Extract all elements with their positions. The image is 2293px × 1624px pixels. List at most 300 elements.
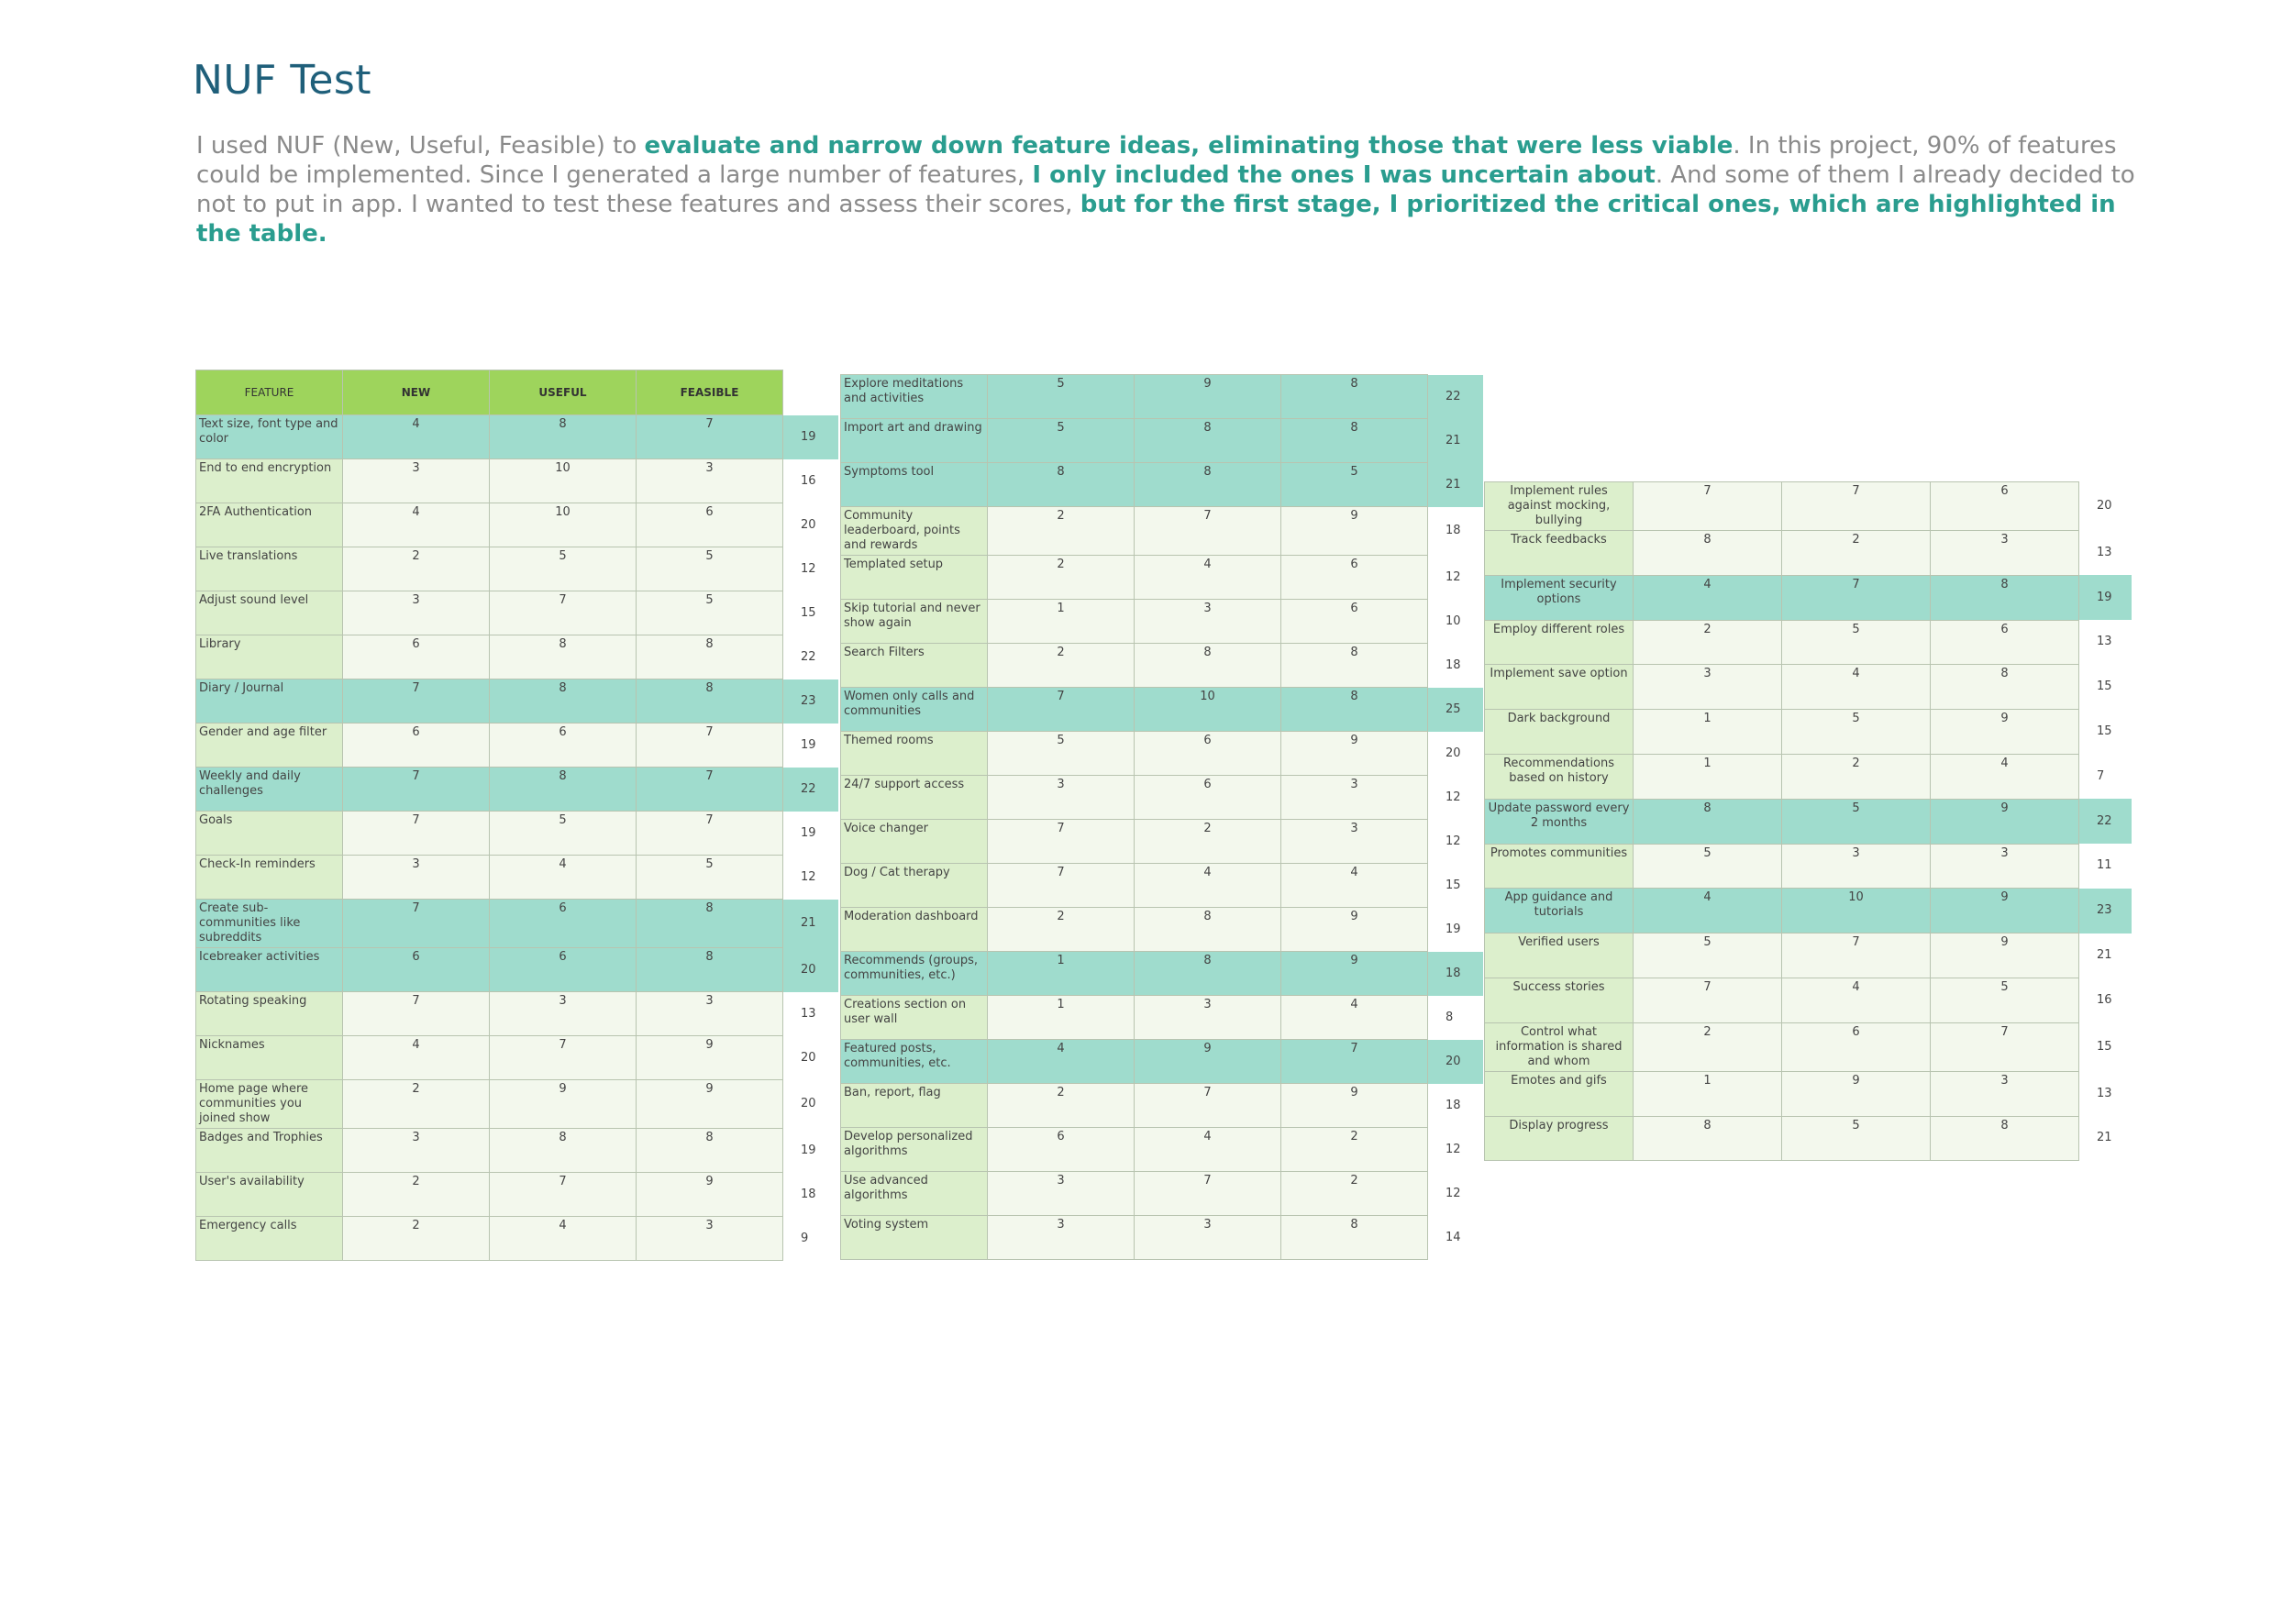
total-score-cell: 21 xyxy=(2079,934,2132,978)
feasible-score-cell: 9 xyxy=(1931,799,2079,844)
total-score-cell: 22 xyxy=(1428,375,1483,419)
feature-cell: Verified users xyxy=(1485,934,1634,978)
new-score-cell: 2 xyxy=(343,1217,490,1261)
feature-cell: Emergency calls xyxy=(196,1217,343,1261)
feasible-score-cell: 5 xyxy=(1281,463,1428,507)
table-row xyxy=(1485,575,2132,620)
feature-cell: Diary / Journal xyxy=(196,679,343,724)
feasible-score-cell: 8 xyxy=(637,900,783,948)
new-score-cell: 7 xyxy=(343,900,490,948)
table-row xyxy=(841,507,1483,556)
useful-score-cell: 10 xyxy=(490,503,637,547)
new-score-cell: 5 xyxy=(1634,934,1782,978)
new-score-cell: 5 xyxy=(988,375,1135,419)
useful-score-cell: 3 xyxy=(1135,1216,1281,1260)
table-row xyxy=(196,856,838,900)
intro-highlight-text: but for the first stage, I prioritized the critical ones, which are highlighted in the table. xyxy=(196,191,2116,248)
table-row xyxy=(841,732,1483,776)
new-score-cell: 7 xyxy=(988,688,1135,732)
feature-cell: Adjust sound level xyxy=(196,591,343,635)
new-score-cell: 7 xyxy=(988,820,1135,864)
total-score-cell: 18 xyxy=(1428,507,1483,556)
feature-cell: Update password every 2 months xyxy=(1485,799,1634,844)
page-title: NUF Test xyxy=(193,57,372,104)
useful-score-cell: 6 xyxy=(1135,776,1281,820)
feature-cell: Use advanced algorithms xyxy=(841,1172,988,1216)
total-score-cell: 7 xyxy=(2079,754,2132,799)
feature-cell: Live translations xyxy=(196,547,343,591)
total-score-cell: 18 xyxy=(1428,952,1483,996)
feature-cell: Creations section on user wall xyxy=(841,996,988,1040)
total-score-cell: 20 xyxy=(783,1080,838,1129)
table-row xyxy=(196,547,838,591)
table-row xyxy=(196,415,838,459)
new-score-cell: 8 xyxy=(1634,1116,1782,1161)
total-score-cell: 15 xyxy=(1428,864,1483,908)
useful-score-cell: 5 xyxy=(490,812,637,856)
table-row xyxy=(841,864,1483,908)
total-score-cell: 12 xyxy=(1428,1172,1483,1216)
feasible-score-cell: 9 xyxy=(1281,507,1428,556)
feasible-score-cell: 8 xyxy=(637,948,783,992)
new-score-cell: 2 xyxy=(343,547,490,591)
feature-cell: Recommendations based on history xyxy=(1485,754,1634,799)
feature-cell: Rotating speaking xyxy=(196,992,343,1036)
total-score-cell: 13 xyxy=(2079,531,2132,576)
new-score-cell: 3 xyxy=(988,776,1135,820)
total-score-cell: 25 xyxy=(1428,688,1483,732)
feasible-score-cell: 8 xyxy=(1281,688,1428,732)
table-row xyxy=(196,1173,838,1217)
new-score-cell: 3 xyxy=(343,1129,490,1173)
total-score-cell: 19 xyxy=(1428,908,1483,952)
useful-score-cell: 6 xyxy=(490,724,637,768)
table-row xyxy=(1485,710,2132,755)
useful-score-cell: 2 xyxy=(1782,531,1931,576)
feasible-score-cell: 8 xyxy=(1281,1216,1428,1260)
feature-cell: Goals xyxy=(196,812,343,856)
new-score-cell: 1 xyxy=(1634,710,1782,755)
useful-score-cell: 3 xyxy=(1135,600,1281,644)
new-score-cell: 2 xyxy=(1634,1022,1782,1071)
feature-cell: 24/7 support access xyxy=(841,776,988,820)
total-score-cell: 18 xyxy=(1428,644,1483,688)
useful-score-cell: 9 xyxy=(1135,375,1281,419)
feature-cell: App guidance and tutorials xyxy=(1485,889,1634,934)
new-score-cell: 1 xyxy=(1634,1071,1782,1116)
table-row xyxy=(1485,889,2132,934)
new-score-cell: 8 xyxy=(1634,799,1782,844)
intro-highlight-text: evaluate and narrow down feature ideas, eliminating those that were less viable xyxy=(644,132,1734,160)
total-score-cell: 15 xyxy=(2079,665,2132,710)
table-body xyxy=(1485,482,2132,1161)
useful-score-cell: 3 xyxy=(1782,844,1931,889)
table-row xyxy=(841,556,1483,600)
total-score-cell: 18 xyxy=(1428,1084,1483,1128)
useful-score-cell: 5 xyxy=(1782,620,1931,665)
feature-cell: 2FA Authentication xyxy=(196,503,343,547)
table-row xyxy=(841,820,1483,864)
table-row xyxy=(841,600,1483,644)
header-feature: FEATURE xyxy=(196,370,343,415)
useful-score-cell: 8 xyxy=(1135,908,1281,952)
new-score-cell: 3 xyxy=(988,1172,1135,1216)
feature-cell: Implement rules against mocking, bullying xyxy=(1485,482,1634,531)
total-score-cell: 20 xyxy=(1428,1040,1483,1084)
new-score-cell: 4 xyxy=(988,1040,1135,1084)
table-row xyxy=(196,768,838,812)
table-row xyxy=(841,1040,1483,1084)
feasible-score-cell: 8 xyxy=(1931,1116,2079,1161)
table-row xyxy=(196,1129,838,1173)
feature-cell: Import art and drawing xyxy=(841,419,988,463)
total-score-cell: 20 xyxy=(2079,482,2132,531)
feature-cell: Check-In reminders xyxy=(196,856,343,900)
feature-cell: Track feedbacks xyxy=(1485,531,1634,576)
feature-cell: Promotes communities xyxy=(1485,844,1634,889)
total-score-cell: 21 xyxy=(1428,419,1483,463)
intro-highlight-text: I only included the ones I was uncertain about xyxy=(1032,161,1656,189)
table-row xyxy=(196,900,838,948)
feasible-score-cell: 9 xyxy=(1931,710,2079,755)
feature-cell: Create sub-communities like subreddits xyxy=(196,900,343,948)
feature-cell: Icebreaker activities xyxy=(196,948,343,992)
feature-cell: Recommends (groups, communities, etc.) xyxy=(841,952,988,996)
header-total-spacer xyxy=(783,370,838,415)
table-row xyxy=(841,1084,1483,1128)
feature-cell: Dark background xyxy=(1485,710,1634,755)
feature-cell: Symptoms tool xyxy=(841,463,988,507)
useful-score-cell: 4 xyxy=(1782,978,1931,1022)
total-score-cell: 20 xyxy=(783,948,838,992)
feasible-score-cell: 5 xyxy=(637,591,783,635)
feature-cell: Templated setup xyxy=(841,556,988,600)
feasible-score-cell: 8 xyxy=(1281,419,1428,463)
useful-score-cell: 4 xyxy=(1135,1128,1281,1172)
feasible-score-cell: 6 xyxy=(637,503,783,547)
table-row xyxy=(841,375,1483,419)
feasible-score-cell: 9 xyxy=(1931,889,2079,934)
useful-score-cell: 8 xyxy=(490,1129,637,1173)
new-score-cell: 5 xyxy=(988,732,1135,776)
feasible-score-cell: 3 xyxy=(637,1217,783,1261)
total-score-cell: 11 xyxy=(2079,844,2132,889)
feature-cell: Dog / Cat therapy xyxy=(841,864,988,908)
table-row xyxy=(841,776,1483,820)
total-score-cell: 13 xyxy=(2079,620,2132,665)
new-score-cell: 7 xyxy=(343,812,490,856)
feasible-score-cell: 6 xyxy=(1931,620,2079,665)
total-score-cell: 22 xyxy=(2079,799,2132,844)
intro-paragraph xyxy=(196,131,2136,249)
new-score-cell: 1 xyxy=(988,996,1135,1040)
new-score-cell: 7 xyxy=(1634,978,1782,1022)
feasible-score-cell: 6 xyxy=(1281,600,1428,644)
useful-score-cell: 7 xyxy=(1135,507,1281,556)
useful-score-cell: 7 xyxy=(1782,575,1931,620)
useful-score-cell: 8 xyxy=(490,679,637,724)
feasible-score-cell: 4 xyxy=(1281,996,1428,1040)
table-row xyxy=(196,1036,838,1080)
useful-score-cell: 6 xyxy=(490,900,637,948)
total-score-cell: 19 xyxy=(783,812,838,856)
feature-cell: Voice changer xyxy=(841,820,988,864)
useful-score-cell: 6 xyxy=(490,948,637,992)
new-score-cell: 4 xyxy=(1634,575,1782,620)
useful-score-cell: 2 xyxy=(1782,754,1931,799)
table-row xyxy=(1485,665,2132,710)
feature-cell: Search Filters xyxy=(841,644,988,688)
table-row xyxy=(1485,934,2132,978)
useful-score-cell: 6 xyxy=(1782,1022,1931,1071)
useful-score-cell: 8 xyxy=(1135,952,1281,996)
useful-score-cell: 7 xyxy=(490,1173,637,1217)
total-score-cell: 12 xyxy=(1428,556,1483,600)
new-score-cell: 8 xyxy=(1634,531,1782,576)
useful-score-cell: 9 xyxy=(490,1080,637,1129)
new-score-cell: 3 xyxy=(343,856,490,900)
new-score-cell: 2 xyxy=(988,507,1135,556)
total-score-cell: 16 xyxy=(783,459,838,503)
total-score-cell: 9 xyxy=(783,1217,838,1261)
total-score-cell: 20 xyxy=(783,1036,838,1080)
table-row xyxy=(841,996,1483,1040)
feature-cell: Display progress xyxy=(1485,1116,1634,1161)
useful-score-cell: 9 xyxy=(1135,1040,1281,1084)
new-score-cell: 3 xyxy=(1634,665,1782,710)
feasible-score-cell: 3 xyxy=(1931,844,2079,889)
feasible-score-cell: 9 xyxy=(1281,732,1428,776)
total-score-cell: 12 xyxy=(1428,776,1483,820)
useful-score-cell: 10 xyxy=(490,459,637,503)
feasible-score-cell: 7 xyxy=(637,415,783,459)
feasible-score-cell: 9 xyxy=(1281,952,1428,996)
total-score-cell: 13 xyxy=(783,992,838,1036)
feasible-score-cell: 9 xyxy=(1281,1084,1428,1128)
useful-score-cell: 7 xyxy=(1135,1172,1281,1216)
intro-text: . In this project, 90% of features could be implemented. Since I generated a large number of features, xyxy=(196,132,2117,189)
feasible-score-cell: 8 xyxy=(1931,575,2079,620)
feature-cell: Weekly and daily challenges xyxy=(196,768,343,812)
total-score-cell: 13 xyxy=(2079,1071,2132,1116)
useful-score-cell: 4 xyxy=(490,1217,637,1261)
new-score-cell: 4 xyxy=(343,1036,490,1080)
useful-score-cell: 5 xyxy=(1782,710,1931,755)
useful-score-cell: 9 xyxy=(1782,1071,1931,1116)
feasible-score-cell: 3 xyxy=(637,992,783,1036)
useful-score-cell: 7 xyxy=(490,1036,637,1080)
feature-cell: Women only calls and communities xyxy=(841,688,988,732)
feasible-score-cell: 3 xyxy=(1281,820,1428,864)
new-score-cell: 3 xyxy=(343,591,490,635)
new-score-cell: 2 xyxy=(1634,620,1782,665)
useful-score-cell: 5 xyxy=(1782,1116,1931,1161)
table-row xyxy=(196,635,838,679)
new-score-cell: 7 xyxy=(988,864,1135,908)
new-score-cell: 2 xyxy=(988,908,1135,952)
table-row xyxy=(841,419,1483,463)
new-score-cell: 7 xyxy=(343,768,490,812)
feature-cell: Ban, report, flag xyxy=(841,1084,988,1128)
feasible-score-cell: 8 xyxy=(637,679,783,724)
table-row xyxy=(1485,799,2132,844)
new-score-cell: 6 xyxy=(343,635,490,679)
new-score-cell: 6 xyxy=(988,1128,1135,1172)
useful-score-cell: 8 xyxy=(490,768,637,812)
table-row xyxy=(196,1217,838,1261)
table-header-row xyxy=(196,370,838,415)
feature-cell: Badges and Trophies xyxy=(196,1129,343,1173)
feasible-score-cell: 9 xyxy=(637,1036,783,1080)
total-score-cell: 15 xyxy=(2079,1022,2132,1071)
total-score-cell: 19 xyxy=(783,724,838,768)
feasible-score-cell: 2 xyxy=(1281,1172,1428,1216)
useful-score-cell: 8 xyxy=(490,415,637,459)
new-score-cell: 8 xyxy=(988,463,1135,507)
new-score-cell: 3 xyxy=(988,1216,1135,1260)
useful-score-cell: 4 xyxy=(1135,864,1281,908)
nuf-table-2 xyxy=(840,374,1483,1260)
nuf-table-3 xyxy=(1484,481,2132,1161)
feature-cell: Skip tutorial and never show again xyxy=(841,600,988,644)
total-score-cell: 15 xyxy=(783,591,838,635)
feasible-score-cell: 8 xyxy=(637,1129,783,1173)
new-score-cell: 2 xyxy=(343,1173,490,1217)
useful-score-cell: 2 xyxy=(1135,820,1281,864)
table-row xyxy=(196,1080,838,1129)
total-score-cell: 18 xyxy=(783,1173,838,1217)
table-row xyxy=(1485,620,2132,665)
new-score-cell: 6 xyxy=(343,724,490,768)
feature-cell: Success stories xyxy=(1485,978,1634,1022)
new-score-cell: 2 xyxy=(988,1084,1135,1128)
header-feasible: FEASIBLE xyxy=(637,370,783,415)
feasible-score-cell: 6 xyxy=(1281,556,1428,600)
new-score-cell: 5 xyxy=(988,419,1135,463)
new-score-cell: 1 xyxy=(1634,754,1782,799)
feasible-score-cell: 3 xyxy=(1931,531,2079,576)
useful-score-cell: 8 xyxy=(1135,463,1281,507)
feasible-score-cell: 5 xyxy=(1931,978,2079,1022)
useful-score-cell: 7 xyxy=(490,591,637,635)
feature-cell: Develop personalized algorithms xyxy=(841,1128,988,1172)
useful-score-cell: 5 xyxy=(1782,799,1931,844)
useful-score-cell: 5 xyxy=(490,547,637,591)
new-score-cell: 1 xyxy=(988,952,1135,996)
table-row xyxy=(1485,754,2132,799)
feasible-score-cell: 8 xyxy=(1931,665,2079,710)
nuf-table-1 xyxy=(195,370,838,1261)
table-row xyxy=(841,644,1483,688)
new-score-cell: 7 xyxy=(1634,482,1782,531)
new-score-cell: 5 xyxy=(1634,844,1782,889)
feasible-score-cell: 9 xyxy=(637,1173,783,1217)
feature-cell: Implement security options xyxy=(1485,575,1634,620)
total-score-cell: 12 xyxy=(783,547,838,591)
feature-cell: Themed rooms xyxy=(841,732,988,776)
feasible-score-cell: 9 xyxy=(1281,908,1428,952)
new-score-cell: 1 xyxy=(988,600,1135,644)
feasible-score-cell: 5 xyxy=(637,547,783,591)
feasible-score-cell: 7 xyxy=(637,812,783,856)
useful-score-cell: 3 xyxy=(490,992,637,1036)
table-row xyxy=(841,1172,1483,1216)
useful-score-cell: 7 xyxy=(1135,1084,1281,1128)
total-score-cell: 21 xyxy=(1428,463,1483,507)
useful-score-cell: 3 xyxy=(1135,996,1281,1040)
intro-text: . And some of them I already decided to not to put in app. I wanted to test these features and assess their scores, xyxy=(196,161,2135,218)
feasible-score-cell: 5 xyxy=(637,856,783,900)
feasible-score-cell: 2 xyxy=(1281,1128,1428,1172)
total-score-cell: 19 xyxy=(2079,575,2132,620)
new-score-cell: 2 xyxy=(988,644,1135,688)
table-row xyxy=(196,679,838,724)
total-score-cell: 12 xyxy=(1428,1128,1483,1172)
feasible-score-cell: 4 xyxy=(1281,864,1428,908)
new-score-cell: 7 xyxy=(343,679,490,724)
table-row xyxy=(1485,844,2132,889)
total-score-cell: 22 xyxy=(783,768,838,812)
useful-score-cell: 4 xyxy=(1782,665,1931,710)
table-row xyxy=(1485,1071,2132,1116)
feature-cell: Library xyxy=(196,635,343,679)
total-score-cell: 19 xyxy=(783,1129,838,1173)
feasible-score-cell: 6 xyxy=(1931,482,2079,531)
table-row xyxy=(1485,1022,2132,1071)
total-score-cell: 12 xyxy=(1428,820,1483,864)
table-row xyxy=(1485,482,2132,531)
feasible-score-cell: 4 xyxy=(1931,754,2079,799)
feasible-score-cell: 9 xyxy=(1931,934,2079,978)
total-score-cell: 19 xyxy=(783,415,838,459)
feasible-score-cell: 3 xyxy=(1931,1071,2079,1116)
table-row xyxy=(841,1216,1483,1260)
feature-cell: Home page where communities you joined show xyxy=(196,1080,343,1129)
total-score-cell: 20 xyxy=(1428,732,1483,776)
feature-cell: User's availability xyxy=(196,1173,343,1217)
new-score-cell: 4 xyxy=(343,415,490,459)
new-score-cell: 4 xyxy=(343,503,490,547)
total-score-cell: 21 xyxy=(2079,1116,2132,1161)
total-score-cell: 23 xyxy=(2079,889,2132,934)
feasible-score-cell: 7 xyxy=(637,768,783,812)
table-row xyxy=(841,688,1483,732)
new-score-cell: 3 xyxy=(343,459,490,503)
table-body xyxy=(841,375,1483,1260)
table-row xyxy=(1485,531,2132,576)
total-score-cell: 23 xyxy=(783,679,838,724)
useful-score-cell: 6 xyxy=(1135,732,1281,776)
feature-cell: Moderation dashboard xyxy=(841,908,988,952)
feasible-score-cell: 3 xyxy=(1281,776,1428,820)
useful-score-cell: 8 xyxy=(1135,644,1281,688)
feasible-score-cell: 9 xyxy=(637,1080,783,1129)
table-row xyxy=(841,463,1483,507)
useful-score-cell: 7 xyxy=(1782,482,1931,531)
feasible-score-cell: 7 xyxy=(1931,1022,2079,1071)
feature-cell: Emotes and gifs xyxy=(1485,1071,1634,1116)
table-row xyxy=(196,459,838,503)
new-score-cell: 7 xyxy=(343,992,490,1036)
feature-cell: End to end encryption xyxy=(196,459,343,503)
feature-cell: Nicknames xyxy=(196,1036,343,1080)
new-score-cell: 6 xyxy=(343,948,490,992)
useful-score-cell: 8 xyxy=(1135,419,1281,463)
feasible-score-cell: 8 xyxy=(1281,375,1428,419)
header-new: NEW xyxy=(343,370,490,415)
total-score-cell: 12 xyxy=(783,856,838,900)
feasible-score-cell: 7 xyxy=(1281,1040,1428,1084)
